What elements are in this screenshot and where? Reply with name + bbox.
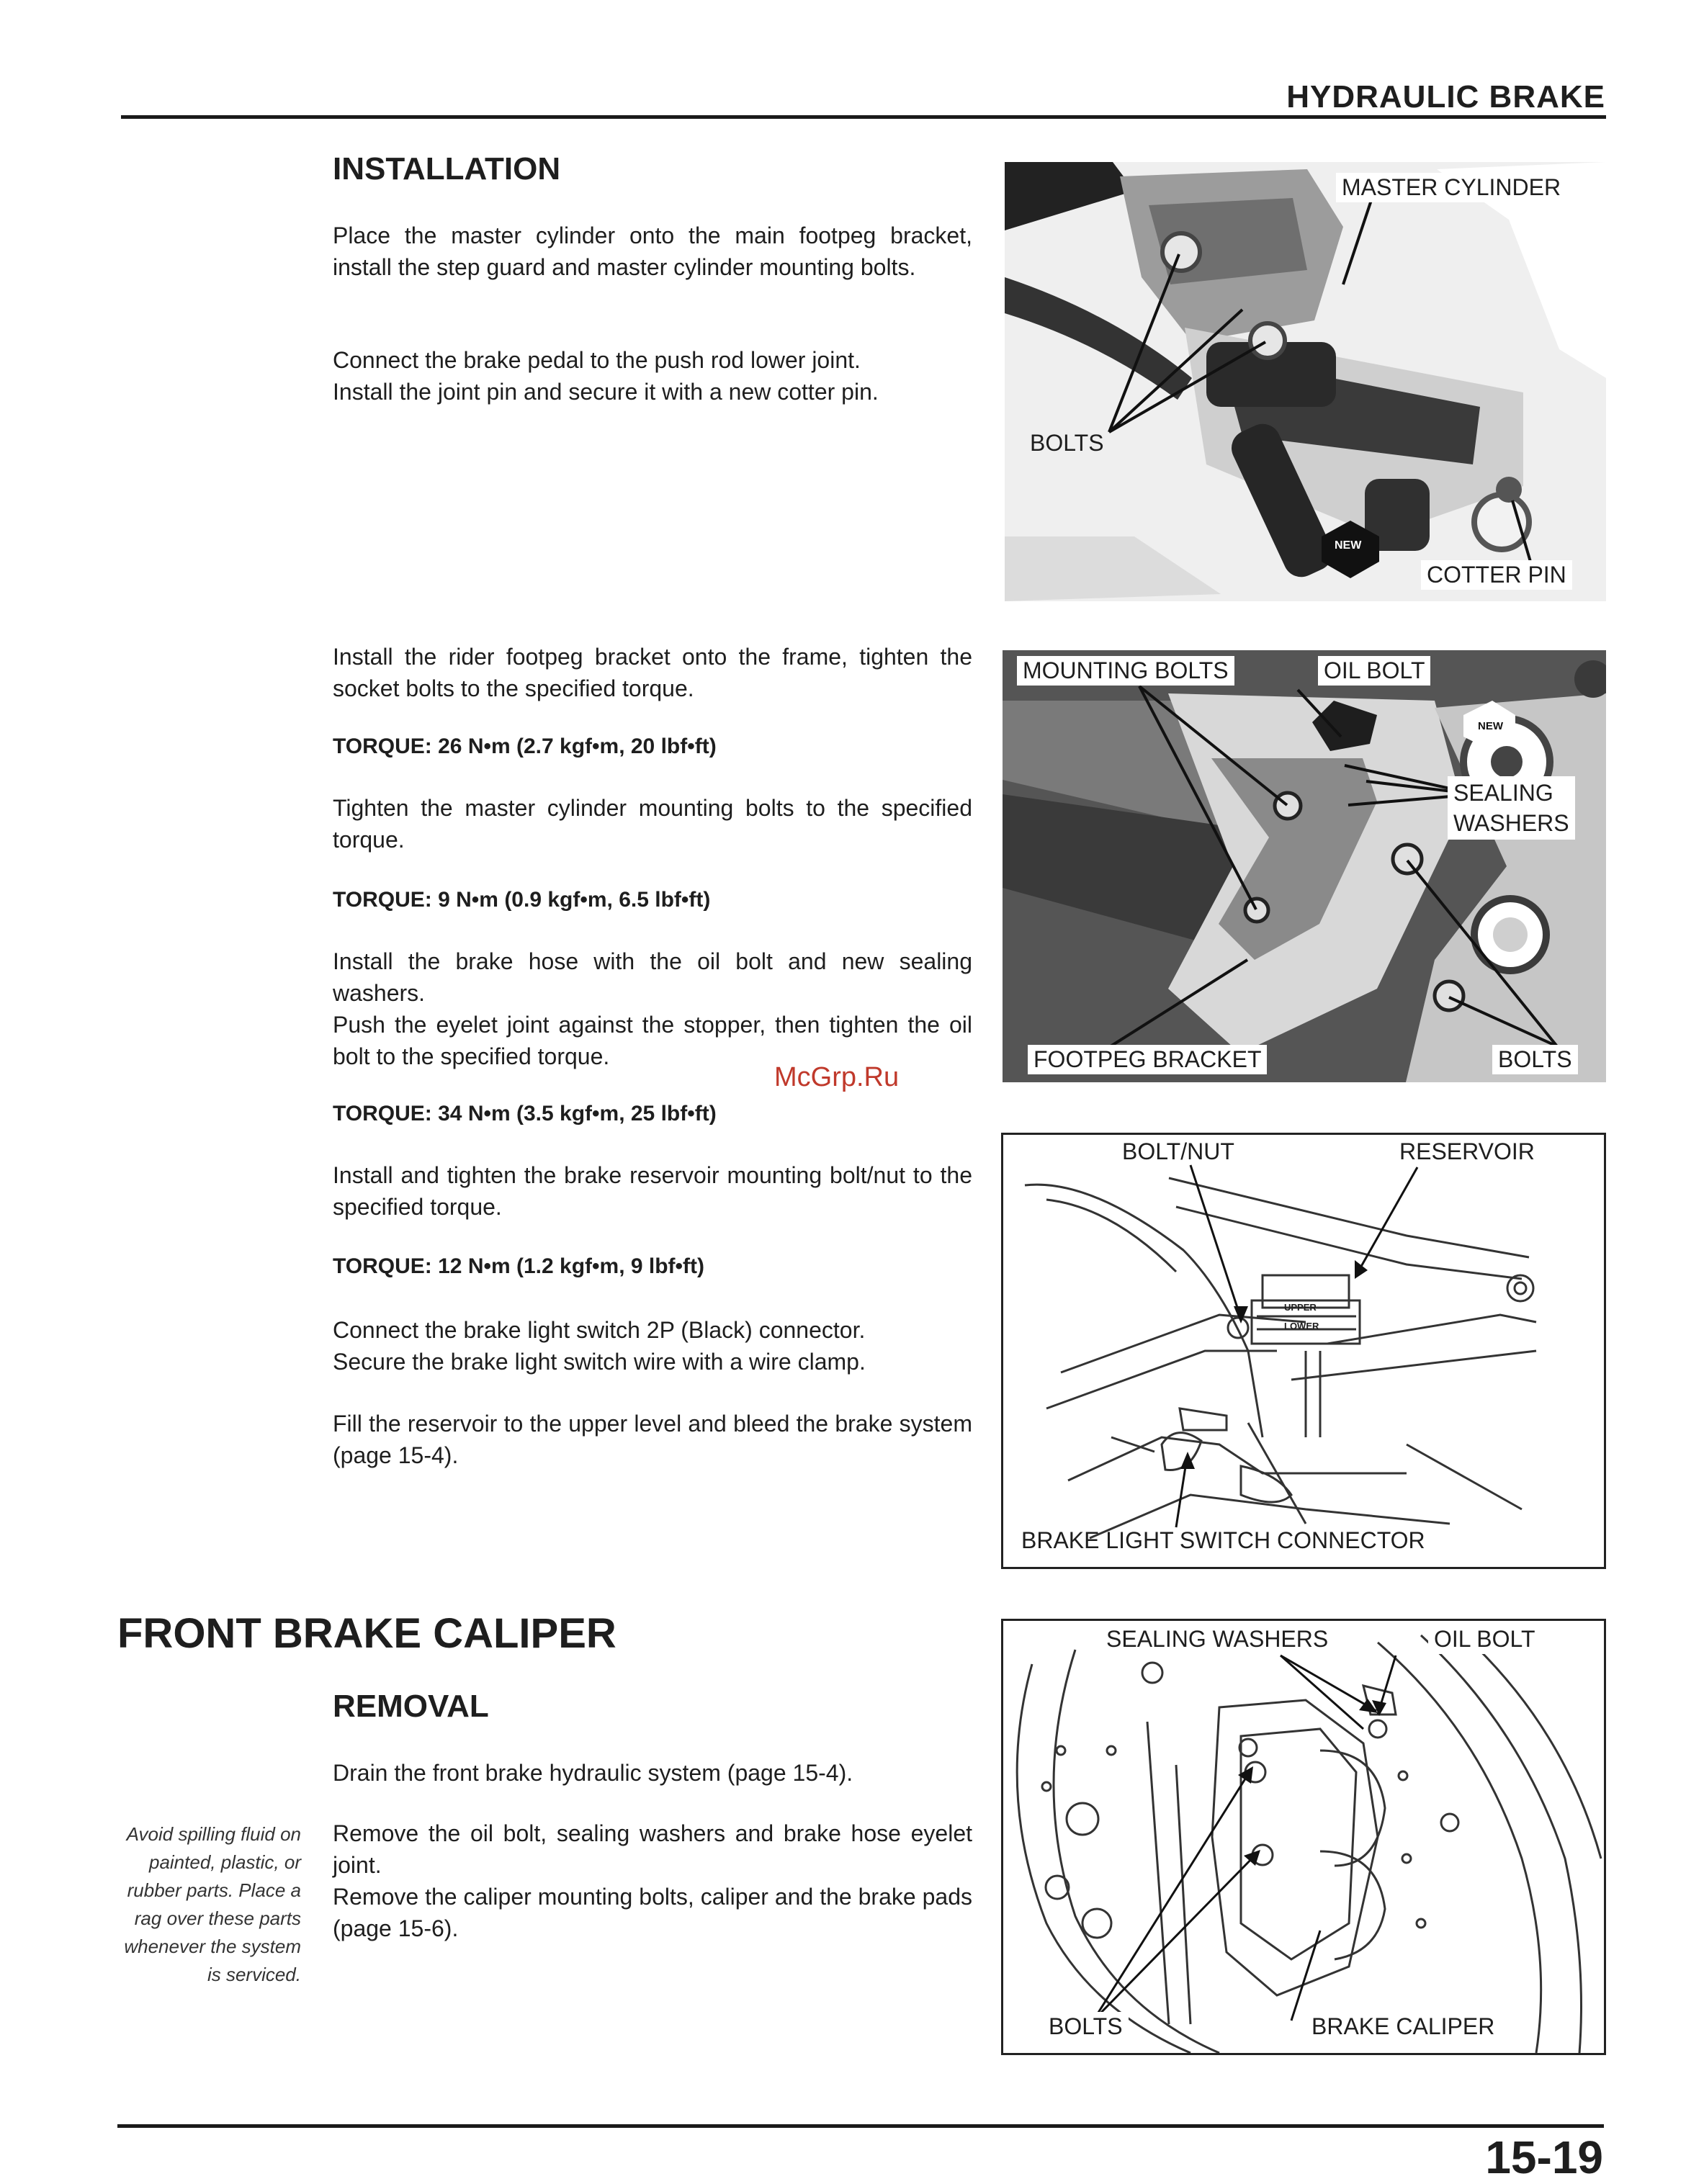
- installation-heading: INSTALLATION: [333, 151, 561, 187]
- label-sealing-washers-line-1: SEALING: [1453, 780, 1553, 806]
- label-sealing-washers: SEALING WASHERS: [1100, 1624, 1334, 1654]
- torque-spec-3: TORQUE: 34 N•m (3.5 kgf•m, 25 lbf•ft): [333, 1102, 717, 1125]
- label-oil-bolt: OIL BOLT: [1318, 656, 1430, 686]
- front-caliper-heading: FRONT BRAKE CALIPER: [117, 1610, 616, 1657]
- label-cotter-pin: COTTER PIN: [1421, 560, 1572, 590]
- label-brake-light-switch-connector: BRAKE LIGHT SWITCH CONNECTOR: [1021, 1527, 1425, 1553]
- label-brake-caliper: BRAKE CALIPER: [1306, 2012, 1500, 2041]
- section-title: HYDRAULIC BRAKE: [1286, 79, 1605, 114]
- label-mounting-bolts: MOUNTING BOLTS: [1017, 656, 1234, 686]
- installation-para-2: [333, 344, 972, 408]
- installation-para-8: Fill the reservoir to the upper level and bleed the brake system (page 15-4).: [333, 1411, 972, 1468]
- label-sealing-washers-line-2: WASHERS: [1453, 810, 1569, 836]
- torque-spec-2: TORQUE: 9 N•m (0.9 kgf•m, 6.5 lbf•ft): [333, 888, 711, 912]
- installation-para-7-line-1: Connect the brake light switch 2P (Black) connector.: [333, 1317, 866, 1343]
- installation-para-6: Install and tighten the brake reservoir mounting bolt/nut to the specified torque.: [333, 1162, 972, 1220]
- label-oil-bolt: OIL BOLT: [1428, 1624, 1541, 1654]
- label-bolts: BOLTS: [1492, 1045, 1578, 1074]
- level-mark-lower: LOWER: [1284, 1321, 1319, 1331]
- label-master-cylinder: MASTER CYLINDER: [1336, 173, 1566, 202]
- label-footpeg-bracket: FOOTPEG BRACKET: [1028, 1045, 1267, 1074]
- label-sealing-washers: [1448, 776, 1575, 840]
- page-number: 15-19: [1485, 2131, 1603, 2183]
- new-part-badge: NEW: [1478, 720, 1503, 732]
- torque-spec-1: TORQUE: 26 N•m (2.7 kgf•m, 20 lbf•ft): [333, 734, 717, 758]
- installation-para-2-line-2: Install the joint pin and secure it with a new cotter pin.: [333, 379, 879, 405]
- removal-para-2: [333, 1817, 972, 1944]
- footer-rule: [117, 2124, 1604, 2128]
- figure-footpeg-bracket-photo: [1003, 650, 1606, 1082]
- label-bolts: BOLTS: [1043, 2012, 1129, 2041]
- label-bolts: BOLTS: [1030, 430, 1104, 456]
- label-bolt-nut: BOLT/NUT: [1122, 1138, 1234, 1164]
- installation-para-3: Install the rider footpeg bracket onto the frame, tighten the socket bolts to the specified torque.: [333, 644, 972, 701]
- header-rule: [121, 115, 1606, 119]
- watermark: McGrp.Ru: [774, 1062, 900, 1092]
- installation-para-4: Tighten the master cylinder mounting bolts to the specified torque.: [333, 795, 972, 853]
- removal-para-2-line-2: Remove the caliper mounting bolts, caliper and the brake pads (page 15-6).: [333, 1884, 972, 1941]
- figure-master-cylinder-photo: [1005, 162, 1606, 601]
- label-reservoir: RESERVOIR: [1399, 1138, 1535, 1164]
- installation-para-1: Place the master cylinder onto the main footpeg bracket, install the step guard and master cylinder mounting bolts.: [333, 223, 972, 280]
- new-part-badge: NEW: [1335, 539, 1362, 552]
- removal-heading: REMOVAL: [333, 1689, 489, 1724]
- installation-para-7-line-2: Secure the brake light switch wire with a wire clamp.: [333, 1349, 866, 1375]
- removal-para-1: Drain the front brake hydraulic system (page 15-4).: [333, 1760, 853, 1786]
- installation-para-5-line-2: Push the eyelet joint against the stopper, then tighten the oil bolt to the specified torque.: [333, 1012, 972, 1069]
- installation-para-5: [333, 945, 972, 1072]
- removal-para-2-line-1: Remove the oil bolt, sealing washers and brake hose eyelet joint.: [333, 1820, 972, 1878]
- figure-brake-caliper-diagram: [1001, 1619, 1606, 2055]
- installation-para-7: [333, 1314, 972, 1378]
- level-mark-upper: UPPER: [1284, 1302, 1317, 1313]
- installation-para-5-line-1: Install the brake hose with the oil bolt and new sealing washers.: [333, 948, 972, 1006]
- torque-spec-4: TORQUE: 12 N•m (1.2 kgf•m, 9 lbf•ft): [333, 1254, 705, 1278]
- caution-side-note: Avoid spilling fluid on painted, plastic, or rubber parts. Place a rag over these parts whenever the system is serviced.: [124, 1823, 301, 1985]
- installation-para-2-line-1: Connect the brake pedal to the push rod lower joint.: [333, 347, 861, 373]
- figure-reservoir-diagram: [1001, 1133, 1606, 1569]
